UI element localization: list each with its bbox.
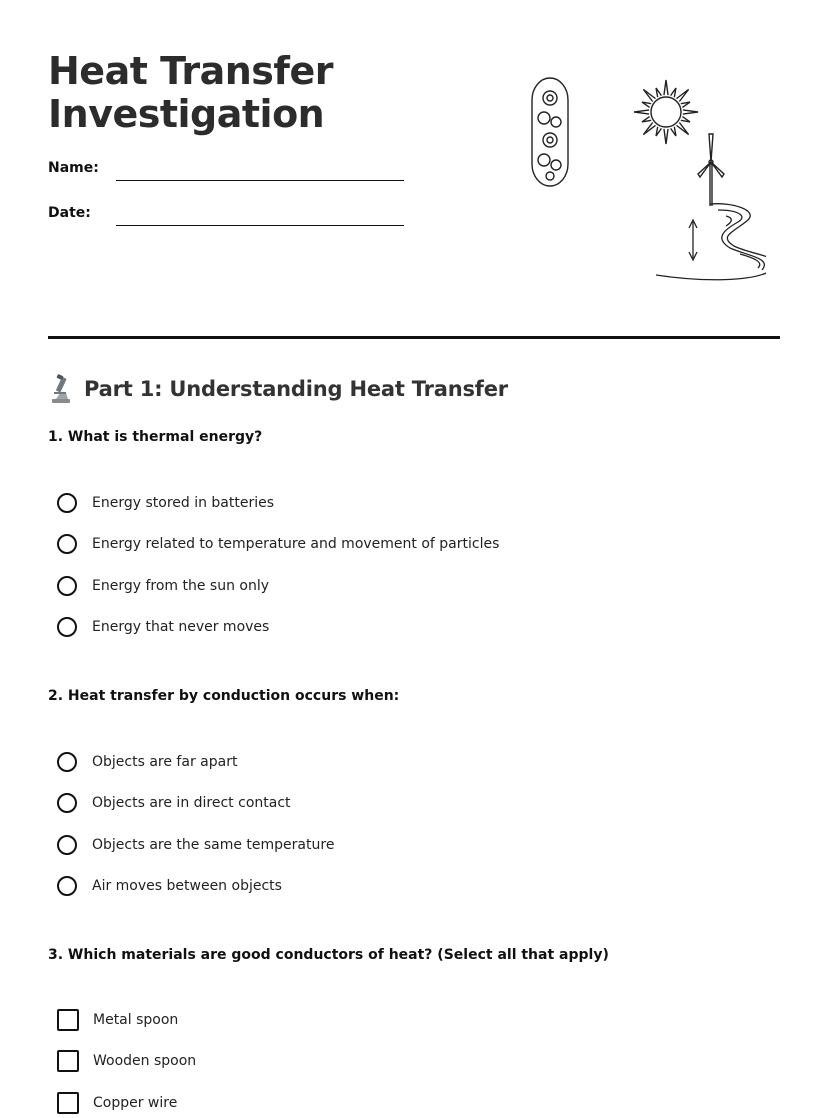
option-label: Copper wire xyxy=(93,1095,178,1111)
option-label: Objects are in direct contact xyxy=(92,795,291,811)
ornament-icon xyxy=(532,78,568,186)
river-icon xyxy=(656,204,766,280)
radio-button[interactable] xyxy=(57,876,77,896)
sun-ray xyxy=(671,88,676,97)
worksheet-page xyxy=(48,0,780,1118)
q3-option-3[interactable] xyxy=(57,1090,177,1116)
option-label: Metal spoon xyxy=(93,1012,179,1028)
option-label: Energy from the sun only xyxy=(92,578,270,594)
option-label: Energy stored in batteries xyxy=(92,495,275,511)
option-label: Objects are far apart xyxy=(92,754,238,770)
date-field[interactable] xyxy=(116,225,404,226)
radio-button[interactable] xyxy=(57,793,77,813)
part1-heading: Part 1: Understanding Heat Transfer xyxy=(84,377,508,401)
sun-ray xyxy=(664,80,668,95)
radio-button[interactable] xyxy=(57,534,77,554)
sun-ray xyxy=(681,102,690,107)
checkbox[interactable] xyxy=(57,1050,79,1072)
sun-ray xyxy=(643,89,655,101)
sun-ray xyxy=(642,102,651,107)
option-label: Objects are the same temperature xyxy=(92,837,335,853)
sun-ray xyxy=(656,88,661,97)
energy-illustration xyxy=(526,70,766,290)
q1-option-4[interactable] xyxy=(57,614,269,640)
q1-option-2[interactable] xyxy=(57,531,499,557)
sun-icon xyxy=(634,80,698,144)
sun-ray xyxy=(664,129,668,144)
radio-button[interactable] xyxy=(57,493,77,513)
name-field[interactable] xyxy=(116,180,404,181)
sun-ray xyxy=(656,127,661,136)
q3-option-2[interactable] xyxy=(57,1048,196,1074)
part1-header xyxy=(48,372,508,406)
microscope-icon xyxy=(48,374,74,404)
q2-option-3[interactable] xyxy=(57,832,334,858)
q2-option-1[interactable] xyxy=(57,749,237,775)
radio-button[interactable] xyxy=(57,576,77,596)
sun-ray xyxy=(683,110,698,114)
option-label: Air moves between objects xyxy=(92,878,282,894)
q3-option-1[interactable] xyxy=(57,1007,178,1033)
q2-option-4[interactable] xyxy=(57,873,282,899)
question-2: 2. Heat transfer by conduction occurs when: xyxy=(48,688,400,704)
page-title xyxy=(48,50,468,136)
double-arrow-icon xyxy=(689,220,697,260)
option-label: Energy that never moves xyxy=(92,619,270,635)
sun-ray xyxy=(681,117,690,122)
date-label: Date: xyxy=(48,205,91,221)
q1-option-3[interactable] xyxy=(57,573,269,599)
title-line-1: Heat Transfer xyxy=(48,49,333,93)
checkbox[interactable] xyxy=(57,1009,79,1031)
checkbox[interactable] xyxy=(57,1092,79,1114)
option-label: Wooden spoon xyxy=(93,1053,197,1069)
sun-ray xyxy=(634,110,649,114)
question-1: 1. What is thermal energy? xyxy=(48,429,263,445)
radio-button[interactable] xyxy=(57,835,77,855)
sun-ray xyxy=(671,127,676,136)
sun-ray xyxy=(676,89,688,101)
radio-button[interactable] xyxy=(57,752,77,772)
name-label: Name: xyxy=(48,160,99,176)
q1-option-1[interactable] xyxy=(57,490,274,516)
option-label: Energy related to temperature and movement of particles xyxy=(92,536,500,552)
sun-ray xyxy=(643,122,655,134)
sun-ray xyxy=(676,122,688,134)
title-line-2: Investigation xyxy=(48,92,325,136)
radio-button[interactable] xyxy=(57,617,77,637)
q2-option-2[interactable] xyxy=(57,790,291,816)
section-divider xyxy=(48,336,780,339)
question-3: 3. Which materials are good conductors of heat? (Select all that apply) xyxy=(48,947,609,963)
wind-turbine-icon xyxy=(698,134,724,206)
sun-ray xyxy=(642,117,651,122)
